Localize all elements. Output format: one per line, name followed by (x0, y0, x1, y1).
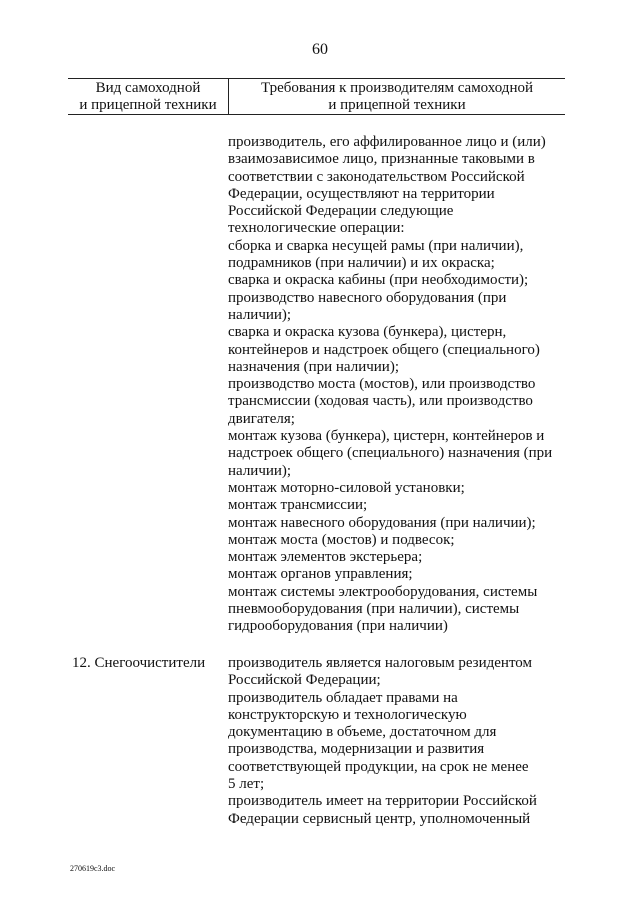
row-12-label: 12. Снегоочистители (72, 655, 206, 671)
text-line: гидрооборудования (при наличии) (228, 618, 448, 635)
column-header-line: Требования к производителям самоходной (261, 80, 533, 96)
text-line: пневмооборудования (при наличии), системы (228, 601, 520, 618)
text-line: монтаж системы электрооборудования, системы (228, 583, 538, 600)
text-line: сборка и сварка несущей рамы (при наличии), (228, 237, 524, 254)
text-line: двигателя; (228, 410, 295, 427)
column-header-vehicle-type (68, 80, 228, 113)
text-line: конструкторскую и технологическую (228, 706, 467, 723)
text-line: трансмиссии (ходовая часть), или производство (228, 393, 533, 410)
text-line: назначения (при наличии); (228, 358, 399, 375)
text-line: монтаж элементов экстерьера; (228, 549, 423, 566)
text-line: монтаж моста (мостов) и подвесок; (228, 531, 455, 548)
text-line: производитель, его аффилированное лицо и (или) (228, 134, 546, 150)
text-line: подрамников (при наличии) и их окраска; (228, 255, 495, 272)
text-line: производитель обладает правами на (228, 689, 458, 706)
text-line: наличии); (228, 306, 292, 323)
text-line: Российской Федерации; (228, 672, 381, 689)
text-line: 5 лет; (228, 776, 265, 793)
text-line: соответствующей продукции, на срок не менее (228, 758, 529, 775)
text-line: наличии); (228, 462, 292, 479)
table-header-top-rule (68, 78, 565, 79)
text-line: технологические операции: (228, 220, 405, 237)
column-header-line: и прицепной техники (328, 96, 466, 113)
text-line: сварка и окраска кабины (при необходимости); (228, 272, 529, 289)
column-header-line: и прицепной техники (79, 96, 217, 113)
column-header-requirements (229, 80, 565, 113)
text-line: сварка и окраска кузова (бункера), цистерн, (228, 324, 507, 341)
text-line: документацию в объеме, достаточном для (228, 724, 497, 741)
text-line: производство моста (мостов), или производство (228, 376, 536, 393)
text-line: производитель имеет на территории Российской (228, 793, 537, 810)
text-line: Федерации, осуществляют на территории (228, 185, 495, 202)
continued-requirements-text (228, 134, 552, 636)
text-line: монтаж навесного оборудования (при наличии); (228, 514, 536, 531)
text-line: производство навесного оборудования (при (228, 289, 507, 306)
text-line: Российской Федерации следующие (228, 203, 454, 220)
table-header-bottom-rule (68, 114, 565, 115)
text-line: монтаж кузова (бункера), цистерн, контейнеров и (228, 428, 545, 445)
text-line: производитель является налоговым резидентом (228, 655, 533, 671)
column-header-line: Вид самоходной (95, 80, 201, 96)
text-line: производства, модернизации и развития (228, 741, 485, 758)
text-line: взаимозависимое лицо, признанные таковыми в (228, 151, 535, 168)
text-line: монтаж органов управления; (228, 566, 413, 583)
text-line: Федерации сервисный центр, уполномоченный (228, 810, 531, 827)
text-line: контейнеров и надстроек общего (специального) (228, 341, 540, 358)
text-line: надстроек общего (специального) назначения (при (228, 445, 553, 462)
text-line: соответствии с законодательством Российской (228, 168, 525, 185)
text-line: монтаж моторно-силовой установки; (228, 479, 465, 496)
row-12-requirements-text (228, 655, 537, 828)
page-number: 60 (312, 41, 328, 58)
text-line: монтаж трансмиссии; (228, 497, 368, 514)
footer-file-name: 270619с3.doc (70, 864, 116, 873)
